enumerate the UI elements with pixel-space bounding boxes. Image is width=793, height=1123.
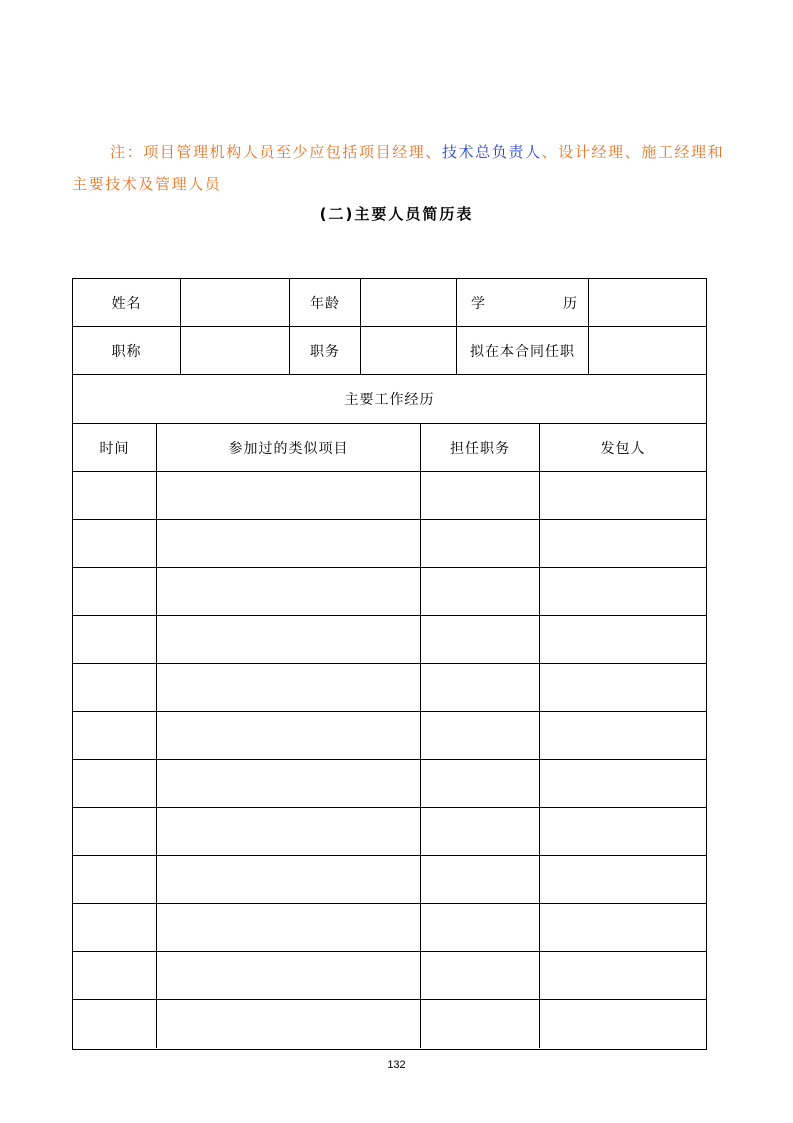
time-cell[interactable] xyxy=(73,760,157,807)
time-cell[interactable] xyxy=(73,904,157,951)
contract-role-label: 拟在本合同任职 xyxy=(470,343,575,360)
col-header-role: 担任职务 xyxy=(421,424,540,471)
time-cell[interactable] xyxy=(73,568,157,615)
title-value-cell[interactable] xyxy=(181,327,290,374)
table-row xyxy=(73,712,706,760)
note-text-highlight: 技术总负责人 xyxy=(442,143,542,161)
name-label: 姓名 xyxy=(111,295,142,312)
employer-cell[interactable] xyxy=(540,472,706,519)
position-label: 职务 xyxy=(310,343,340,360)
title-label: 职称 xyxy=(111,343,142,360)
table-row xyxy=(73,808,706,856)
section-header: 主要工作经历 xyxy=(344,392,435,408)
project-cell[interactable] xyxy=(157,616,421,663)
employer-cell[interactable] xyxy=(540,952,706,999)
role-cell[interactable] xyxy=(421,1000,540,1048)
role-cell[interactable] xyxy=(421,808,540,855)
table-row-section-header xyxy=(73,375,706,424)
note-text-1: 项目管理机构人员至少应包括项目经理、 xyxy=(143,143,443,161)
table-row xyxy=(73,856,706,904)
table-row xyxy=(73,472,706,520)
time-cell[interactable] xyxy=(73,520,157,567)
project-cell[interactable] xyxy=(157,952,421,999)
table-row xyxy=(73,568,706,616)
table-row xyxy=(73,520,706,568)
age-value-cell[interactable] xyxy=(361,279,457,326)
table-row xyxy=(73,616,706,664)
employer-cell[interactable] xyxy=(540,520,706,567)
position-value-cell[interactable] xyxy=(361,327,457,374)
name-label-cell xyxy=(73,279,181,326)
employer-cell[interactable] xyxy=(540,664,706,711)
age-label-cell xyxy=(290,279,361,326)
table-row-basic-info xyxy=(73,279,706,327)
page-title: (二)主要人员简历表 xyxy=(319,205,474,223)
project-cell[interactable] xyxy=(157,904,421,951)
col-header-time: 时间 xyxy=(73,424,157,471)
project-cell[interactable] xyxy=(157,472,421,519)
role-cell[interactable] xyxy=(421,520,540,567)
project-cell[interactable] xyxy=(157,760,421,807)
table-row xyxy=(73,904,706,952)
project-cell[interactable] xyxy=(157,568,421,615)
col-header-employer: 发包人 xyxy=(600,440,646,457)
role-cell[interactable] xyxy=(421,952,540,999)
table-row xyxy=(73,760,706,808)
age-label: 年龄 xyxy=(310,295,340,312)
time-cell[interactable] xyxy=(73,712,157,759)
table-row xyxy=(73,664,706,712)
education-label-cell xyxy=(457,279,589,326)
table-row xyxy=(73,952,706,1000)
employer-cell[interactable] xyxy=(540,808,706,855)
education-label-1: 学 xyxy=(471,295,486,312)
time-cell[interactable] xyxy=(73,616,157,663)
education-value-cell[interactable] xyxy=(589,279,706,326)
project-cell[interactable] xyxy=(157,808,421,855)
table-row xyxy=(73,1000,706,1048)
role-cell[interactable] xyxy=(421,664,540,711)
project-cell[interactable] xyxy=(157,520,421,567)
time-cell[interactable] xyxy=(73,472,157,519)
role-cell[interactable] xyxy=(421,616,540,663)
employer-cell[interactable] xyxy=(540,904,706,951)
time-cell[interactable] xyxy=(73,1000,157,1048)
education-label-2: 历 xyxy=(563,295,578,312)
role-cell[interactable] xyxy=(421,472,540,519)
project-cell[interactable] xyxy=(157,856,421,903)
project-cell[interactable] xyxy=(157,712,421,759)
role-cell[interactable] xyxy=(421,568,540,615)
employer-cell[interactable] xyxy=(540,856,706,903)
role-cell[interactable] xyxy=(421,760,540,807)
table-row-column-headers xyxy=(73,424,706,472)
contract-role-value-cell[interactable] xyxy=(589,327,706,374)
employer-cell[interactable] xyxy=(540,616,706,663)
contract-role-label-cell xyxy=(457,327,589,374)
position-label-cell xyxy=(290,327,361,374)
page-number: 132 xyxy=(387,1059,406,1071)
time-cell[interactable] xyxy=(73,952,157,999)
employer-cell[interactable] xyxy=(540,1000,706,1048)
project-cell[interactable] xyxy=(157,664,421,711)
table-row-title-info xyxy=(73,327,706,375)
project-cell[interactable] xyxy=(157,1000,421,1048)
section-header-cell xyxy=(73,375,706,423)
employer-cell[interactable] xyxy=(540,712,706,759)
role-cell[interactable] xyxy=(421,904,540,951)
role-cell[interactable] xyxy=(421,856,540,903)
name-value-cell[interactable] xyxy=(181,279,290,326)
note-label: 注： xyxy=(110,143,144,161)
title-label-cell xyxy=(73,327,181,374)
resume-table xyxy=(72,278,707,1050)
employer-cell[interactable] xyxy=(540,760,706,807)
time-cell[interactable] xyxy=(73,808,157,855)
col-header-project: 参加过的类似项目 xyxy=(157,424,421,471)
time-cell[interactable] xyxy=(73,856,157,903)
role-cell[interactable] xyxy=(421,712,540,759)
time-cell[interactable] xyxy=(73,664,157,711)
note-paragraph xyxy=(72,136,740,200)
note-text-2: 、设计经理、施工经理和主要技术及管理人员 xyxy=(72,143,725,193)
employer-cell[interactable] xyxy=(540,568,706,615)
